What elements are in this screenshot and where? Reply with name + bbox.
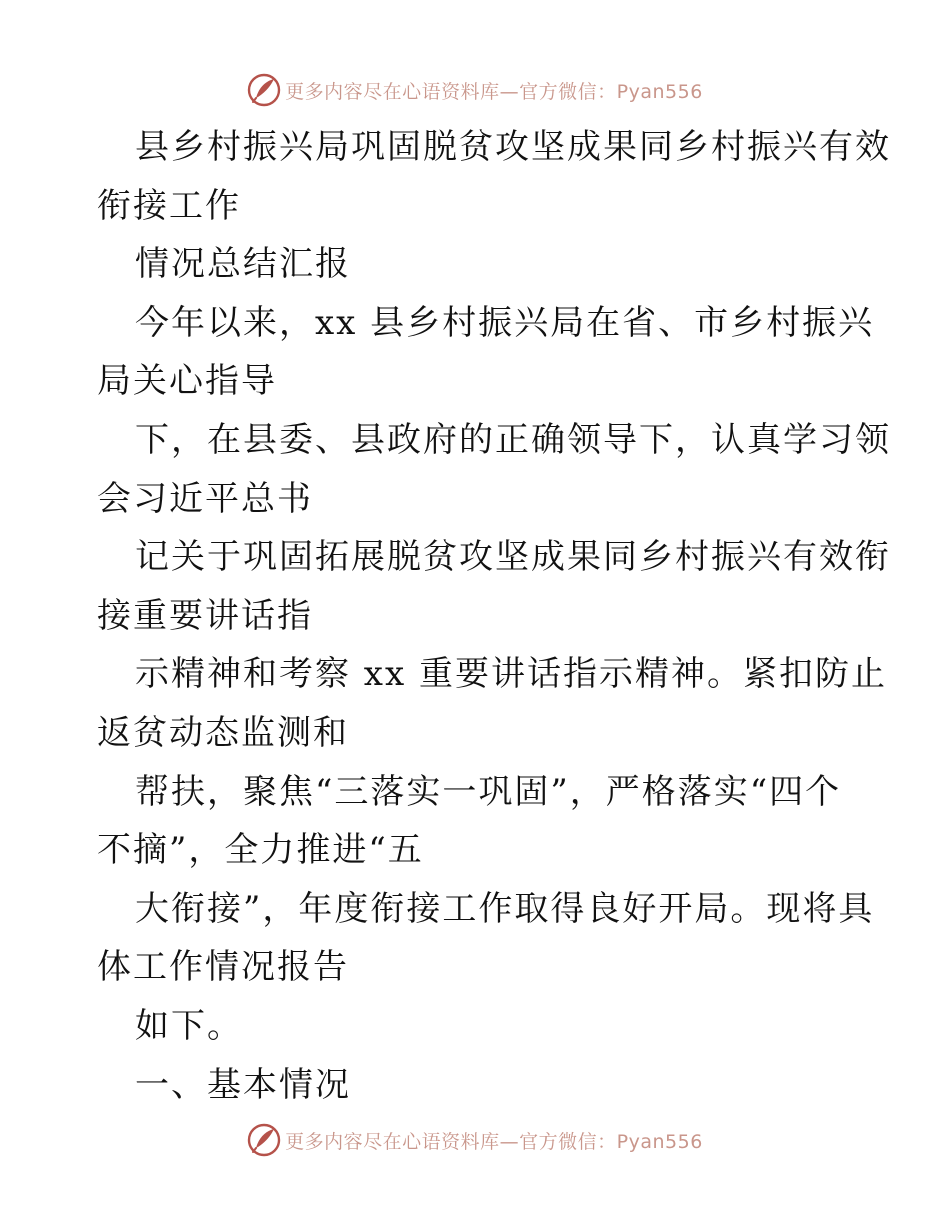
- watermark-text: 更多内容尽在心语资料库—官方微信：Pyan556: [285, 1130, 703, 1153]
- header-watermark: [0, 70, 950, 110]
- text-line: 帮扶，聚焦“三落实一巩固”，严格落实“四个: [135, 771, 842, 812]
- feather-logo-icon: [247, 73, 281, 107]
- text-line: 接重要讲话指: [97, 595, 313, 636]
- text-line: 一、基本情况: [135, 1064, 351, 1105]
- text-line: 衔接工作: [97, 185, 241, 226]
- text-line: 局关心指导: [97, 361, 277, 402]
- text-line: 不摘”，全力推进“五: [97, 830, 424, 871]
- text-line: 示精神和考察 xx 重要讲话指示精神。紧扣防止: [135, 654, 887, 695]
- text-line: 体工作情况报告: [97, 947, 349, 988]
- text-line: 记关于巩固拓展脱贫攻坚成果同乡村振兴有效衔: [135, 537, 891, 578]
- text-line: 情况总结汇报: [135, 244, 351, 285]
- text-line: 县乡村振兴局巩固脱贫攻坚成果同乡村振兴有效: [135, 127, 891, 167]
- text-line: 返贫动态监测和: [97, 712, 349, 753]
- document-body: [97, 118, 891, 1114]
- text-line: 今年以来，xx 县乡村振兴局在省、市乡村振兴: [135, 302, 875, 343]
- text-line: 大衔接”，年度衔接工作取得良好开局。现将具: [135, 888, 875, 929]
- text-line: 如下。: [135, 1005, 243, 1046]
- feather-logo-icon: [247, 1123, 281, 1157]
- watermark-text: 更多内容尽在心语资料库—官方微信：Pyan556: [285, 80, 703, 103]
- text-line: 下，在县委、县政府的正确领导下，认真学习领: [135, 419, 891, 460]
- footer-watermark: [0, 1120, 950, 1160]
- text-line: 会习近平总书: [97, 478, 313, 519]
